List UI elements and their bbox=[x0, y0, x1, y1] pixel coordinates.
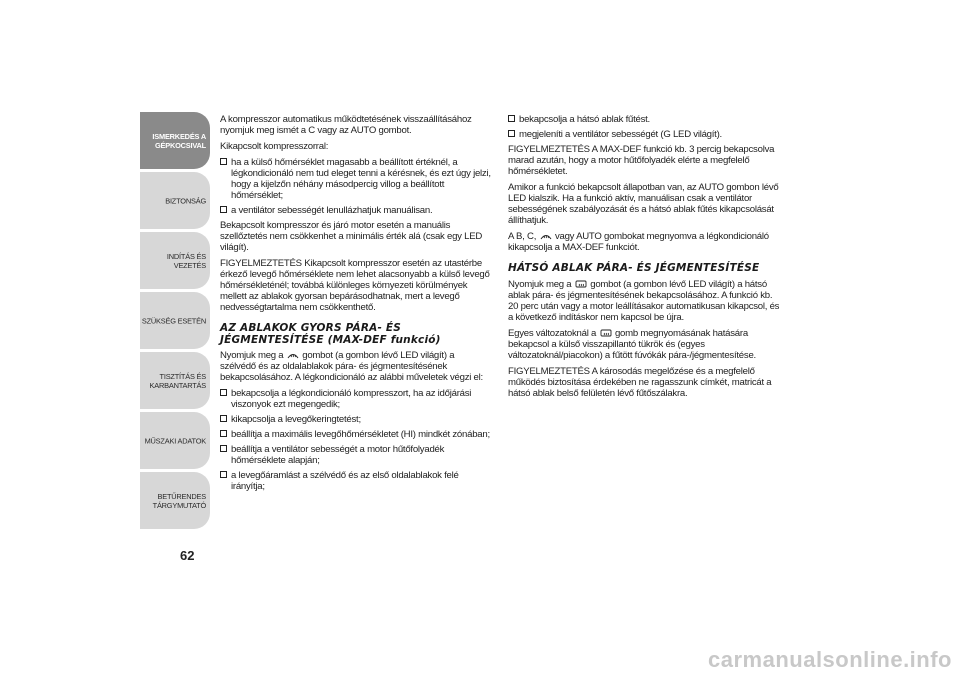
bullet-item bbox=[220, 157, 492, 201]
bullet-text: megjeleníti a ventilátor sebességét (G LED világít). bbox=[519, 129, 722, 140]
tab-technical-data[interactable] bbox=[140, 412, 210, 469]
tab-starting-driving[interactable] bbox=[140, 232, 210, 289]
bullet-text: bekapcsolja a légkondicionáló kompresszort, ha az időjárási viszonyok ezt megengedik; bbox=[231, 388, 472, 410]
paragraph: Bekapcsolt kompresszor és járó motor esetén a manuális szellőztetés nem csökkenhet a minimális érték alá (csak egy LED világít). bbox=[220, 220, 483, 253]
bullet-text: ha a külső hőmérséklet magasabb a beállított értéknél, a légkondicionáló nem tud eleget tenni a kérésnek, és ezt úgy jelzi, hogy a kijelzőn néhány másodpercig villog a beállított hőmérséklet; bbox=[231, 157, 491, 201]
tab-label: MŰSZAKI ADATOK bbox=[144, 436, 206, 445]
tab-label: BIZTONSÁG bbox=[165, 196, 206, 205]
bullet-item bbox=[220, 205, 492, 216]
right-column bbox=[508, 114, 780, 404]
tab-label: SZÜKSÉG ESETÉN bbox=[141, 316, 206, 325]
checkbox-bullet-icon bbox=[220, 415, 227, 422]
tab-getting-to-know[interactable] bbox=[140, 112, 210, 169]
text: gombot (a gombon lévő LED világít) a szélvédő és az oldalablakok pára- és jégmentesítésének bekapcsolásához. A légkondicionáló az alábbi műveletek végzi el: bbox=[220, 350, 483, 383]
bullet-item bbox=[220, 429, 492, 440]
rear-window-heater-icon bbox=[600, 329, 612, 337]
bullet-item bbox=[220, 388, 492, 410]
checkbox-bullet-icon bbox=[508, 115, 515, 122]
bullet-item bbox=[220, 444, 492, 466]
page-number: 62 bbox=[180, 548, 195, 563]
rear-window-heater-icon bbox=[575, 280, 587, 288]
left-column bbox=[220, 114, 492, 496]
warning-paragraph: FIGYELMEZTETÉS A károsodás megelőzése és a megfelelő működés biztosítása érdekében ne ragasszunk címkét, matricát a hátsó ablak belső felületén lévő fűtőszálakra. bbox=[508, 365, 772, 399]
checkbox-bullet-icon bbox=[220, 158, 227, 165]
windshield-defrost-icon bbox=[287, 351, 299, 359]
bullet-item bbox=[508, 129, 780, 140]
watermark: carmanualsonline.info bbox=[708, 647, 952, 672]
warning-paragraph: FIGYELMEZTETÉS A MAX-DEF funkció kb. 3 percig bekapcsolva marad azután, hogy a motor hűtőfolyadék elérte a megfelelő hőmérsékletet. bbox=[508, 144, 775, 177]
bullet-text: a levegőáramlást a szélvédő és az első oldalablakok felé irányítja; bbox=[231, 470, 459, 492]
text: Nyomjuk meg a bbox=[220, 350, 284, 361]
checkbox-bullet-icon bbox=[220, 471, 227, 478]
bullet-text: kikapcsolja a levegőkeringtetést; bbox=[231, 414, 361, 425]
chapter-sidebar bbox=[140, 112, 210, 532]
section-heading: HÁTSÓ ABLAK PÁRA- ÉS JÉGMENTESÍTÉSE bbox=[508, 262, 760, 274]
paragraph bbox=[220, 350, 492, 383]
text: Egyes változatoknál a bbox=[508, 327, 597, 339]
bullet-text: bekapcsolja a hátsó ablak fűtést. bbox=[519, 114, 650, 125]
tab-safety[interactable] bbox=[140, 172, 210, 229]
tab-label: INDÍTÁS ÉS VEZETÉS bbox=[166, 251, 206, 270]
tab-label: BETŰRENDES TÁRGYMUTATÓ bbox=[152, 491, 206, 510]
bullet-item bbox=[508, 114, 780, 125]
tab-maintenance[interactable] bbox=[140, 352, 210, 409]
paragraph: A kompresszor automatikus működtetésének visszaállításához nyomjuk meg ismét a C vagy az AUTO gombot. bbox=[220, 114, 472, 136]
tab-label: TISZTÍTÁS ÉS KARBANTARTÁS bbox=[149, 371, 206, 390]
text: vagy AUTO gombokat megnyomva a légkondicionáló kikapcsolja a MAX-DEF funkciót. bbox=[508, 231, 769, 253]
checkbox-bullet-icon bbox=[220, 430, 227, 437]
paragraph bbox=[508, 328, 780, 361]
paragraph bbox=[508, 279, 780, 323]
text: gombot (a gombon lévő LED világít) a hátsó ablak pára- és jégmentesítésének bekapcsolásához. A funkció kb. 20 perc után vagy a motor leállításakor automatikusan kikapcsol, és a következő indításkor nem kapcsol be újra. bbox=[508, 278, 780, 323]
bullet-item bbox=[220, 470, 492, 492]
windshield-defrost-icon bbox=[540, 232, 552, 240]
tab-label: ISMERKEDÉS A GÉPKOCSIVAL bbox=[152, 131, 206, 150]
bullet-item bbox=[220, 414, 492, 425]
bullet-text: beállítja a ventilátor sebességét a motor hűtőfolyadék hőmérséklete alapján; bbox=[231, 444, 445, 466]
checkbox-bullet-icon bbox=[220, 206, 227, 213]
paragraph: Kikapcsolt kompresszorral: bbox=[220, 141, 329, 152]
bullet-text: beállítja a maximális levegőhőmérsékletet (HI) mindkét zónában; bbox=[231, 429, 490, 440]
checkbox-bullet-icon bbox=[220, 445, 227, 452]
checkbox-bullet-icon bbox=[220, 389, 227, 396]
paragraph: Amikor a funkció bekapcsolt állapotban van, az AUTO gombon lévő LED kialszik. Ha a funkció aktív, manuálisan csak a ventilátor sebességének szabályozását és a hátsó ablak fűtés kikapcsolását állíthatjuk. bbox=[508, 182, 779, 226]
paragraph bbox=[508, 231, 780, 253]
text: gomb megnyomásának hatására bekapcsol a külső visszapillantó tükrök és (egyes változatoknál/piacokon) a fűtött fúvókák pára-/jégmentesítése. bbox=[508, 327, 756, 361]
checkbox-bullet-icon bbox=[508, 130, 515, 137]
warning-paragraph: FIGYELMEZTETÉS Kikapcsolt kompresszor esetén az utastérbe érkező levegő hőmérséklete nem lehet alacsonyabb a külső levegő hőmérsékleténél; továbbá különleges környezeti körülmények mellett az ablakok gyorsan bepárásodhatnak, mert a levegő nedvességtartalma nem csökkenthető. bbox=[220, 258, 490, 313]
text: A B, C, bbox=[508, 231, 537, 242]
text: Nyomjuk meg a bbox=[508, 278, 572, 290]
tab-index[interactable] bbox=[140, 472, 210, 529]
tab-emergency[interactable] bbox=[140, 292, 210, 349]
section-heading: AZ ABLAKOK GYORS PÁRA- ÉS JÉGMENTESÍTÉSE (MAX-DEF funkció) bbox=[220, 322, 441, 346]
bullet-text: a ventilátor sebességét lenullázhatjuk manuálisan. bbox=[231, 205, 433, 216]
